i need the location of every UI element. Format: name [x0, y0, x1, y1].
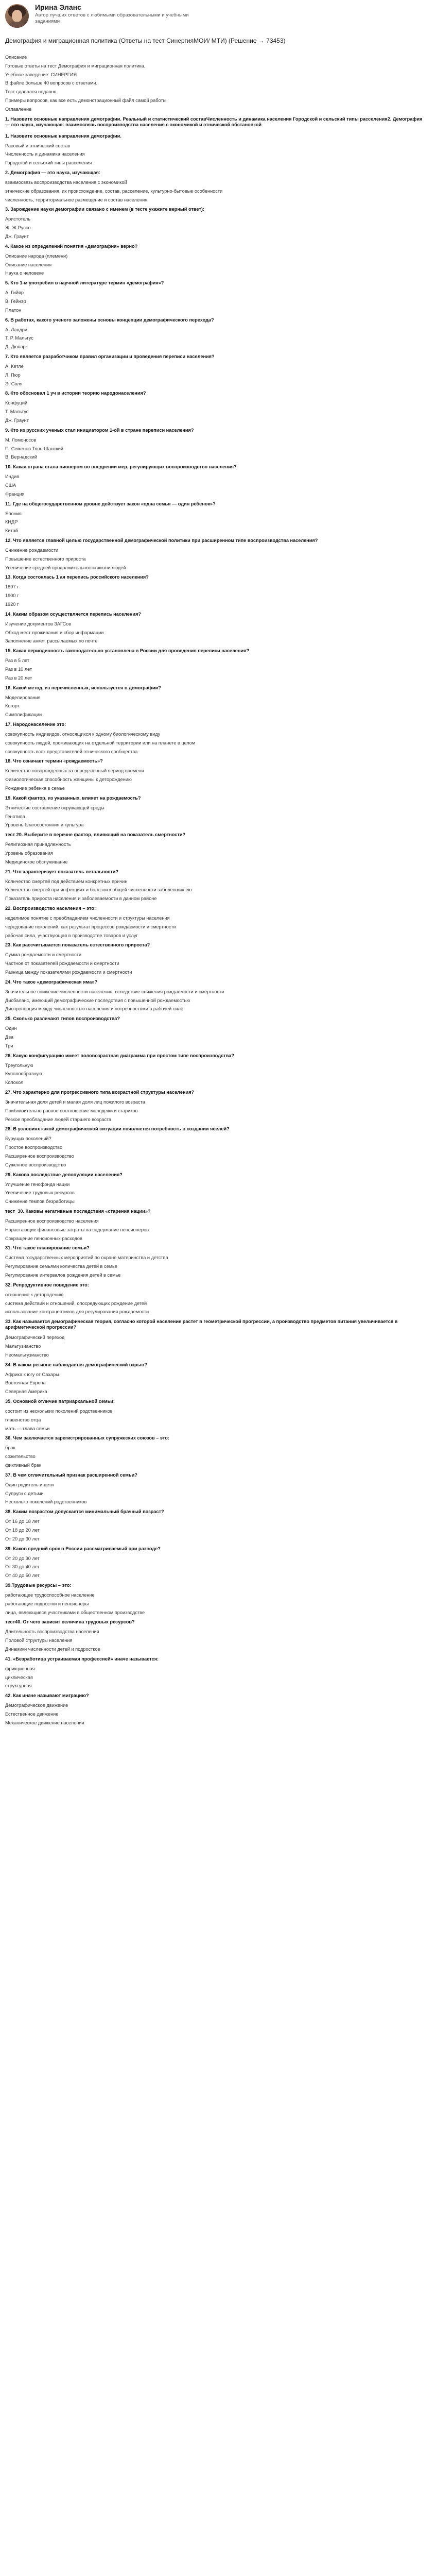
- document-title: Демография и миграционная политика (Ответы на тест СинергияМОИ/ МТИ) (Решение → 73453): [5, 37, 286, 44]
- answer-option: Уровень благосостояния и культура: [5, 822, 84, 828]
- question-text: 11. Где на общегосударственном уровне действует закон «одна семья — один ребенок»?: [5, 501, 216, 506]
- answer-option: 1920 г: [5, 602, 19, 607]
- answer-option: фрикционная: [5, 1666, 35, 1671]
- answer-option: мать — глава семьи: [5, 1426, 50, 1431]
- answer-option: Франция: [5, 491, 25, 497]
- answer-option: Супруги с детьми: [5, 1490, 44, 1496]
- answer-option: неделимое понятие с преобладанием численности и структуры населения: [5, 916, 170, 921]
- answer-option: Диспропорция между численностью населения и потребностями в рабочей силе: [5, 1006, 184, 1012]
- answer-option: рабочая сила, участвующая в производстве товаров и услуг: [5, 933, 138, 938]
- answer-option: Система государственных мероприятий по охране материнства и детства: [5, 1255, 168, 1261]
- question-text: 3. Зарождение науки демографии связано с именем (в тесте укажите верный ответ):: [5, 207, 204, 212]
- answer-option: В. Вернадский: [5, 454, 38, 460]
- answer-option: Неомальтузианство: [5, 1352, 49, 1358]
- answer-option: Д. Дюпарк: [5, 344, 28, 350]
- answer-option: Раз в 10 лет: [5, 667, 32, 672]
- answer-option: Улучшение генофонда нации: [5, 1181, 70, 1187]
- answer-option: Количество смертей под действием конкретных причин: [5, 878, 128, 884]
- question-text: 41. «Безработица устраиваемая профессией» иначе называется:: [5, 1656, 159, 1662]
- answer-option: Африка к югу от Сахары: [5, 1371, 59, 1377]
- author-description: Автор лучших ответов с любимыми образовательными и учебными заданиями: [35, 12, 189, 24]
- question-text: 6. В работах, какого ученого заложены основы концепции демографического перехода?: [5, 317, 214, 323]
- question-text: 5. Кто 1-м употребил в научной литературе термин «демография»?: [5, 280, 164, 286]
- answer-option: Конфуций: [5, 400, 28, 406]
- answer-option: Суженное воспроизводство: [5, 1162, 66, 1167]
- answer-option: Значительное снижение численности населения, вследствие снижения рождаемости и смертности: [5, 989, 224, 994]
- answer-option: Платон: [5, 307, 22, 313]
- question-text: 1. Назовите основные направления демографии. Реальный и статистический составЧисленность и динамика населения Городской и сельский типы расселения2. Демография — это наука, изучающая: взаимосвязь воспроизводства населения с экономикой и этнической обстановкой: [5, 116, 423, 127]
- answer-option: От 20 до 30 лет: [5, 1536, 40, 1541]
- author-name[interactable]: Ирина Эланс: [35, 3, 81, 11]
- question-text: 23. Как рассчитывается показатель естественного прироста?: [5, 942, 150, 948]
- answer-option: КНДР: [5, 519, 18, 525]
- answer-option: Описание народа (племени): [5, 253, 68, 259]
- answer-option: фиктивный брак: [5, 1463, 41, 1468]
- meta-line: Описание: [5, 55, 27, 60]
- answer-option: Демографическое движение: [5, 1703, 68, 1708]
- question-text: 39.Трудовые ресурсы – это:: [5, 1583, 72, 1588]
- answer-option: А. Ландри: [5, 327, 28, 332]
- question-text: 12. Что является главной целью государственной демографической политики при расширенном типе воспроизводства населения?: [5, 538, 318, 543]
- answer-option: США: [5, 483, 16, 488]
- answer-option: брак: [5, 1445, 15, 1451]
- answer-option: Количество смертей при инфекциях и болезни к общей численности заболевших ею: [5, 887, 192, 893]
- avatar-face-shape: [12, 10, 22, 22]
- answer-option: система действий и отношений, опосредующих рождение детей: [5, 1300, 147, 1306]
- answer-option: Повышение естественного прироста: [5, 556, 86, 562]
- question-text: 13. Когда состоялась 1 ая перепись российского населения?: [5, 574, 149, 580]
- question-text: 42. Как иначе называют миграцию?: [5, 1693, 89, 1699]
- author-avatar[interactable]: [5, 4, 29, 28]
- question-text: 24. Что такое «демографическая яма»?: [5, 979, 98, 985]
- answer-option: Колокол: [5, 1080, 24, 1086]
- answer-option: Расовый и этнический состав: [5, 143, 71, 148]
- answer-option: От 18 до 20 лет: [5, 1528, 40, 1533]
- meta-line: В файле больше 40 вопросов с ответами.: [5, 80, 98, 86]
- answer-option: Дж. Граунт: [5, 234, 29, 239]
- answer-option: М. Ломоносов: [5, 437, 37, 443]
- question-text: 7. Кто является разработчиком правил организации и проведения переписи населения?: [5, 354, 215, 359]
- meta-line: Готовые ответы на тест Демография и миграционная политика.: [5, 63, 146, 69]
- answer-option: Половой структуры населения: [5, 1638, 73, 1643]
- answer-option: Описание населения: [5, 262, 52, 267]
- answer-option: Этнические составление окружающей среды: [5, 805, 104, 810]
- question-text: 14. Каким образом осуществляется перепись населения?: [5, 611, 141, 617]
- answer-option: Механическое движение населения: [5, 1720, 84, 1725]
- question-text: 37. В чем отличительный признак расширенной семьи?: [5, 1472, 137, 1478]
- question-text: 29. Какова последствие депопуляции населения?: [5, 1172, 123, 1177]
- answer-option: Генотипа: [5, 814, 25, 819]
- answer-option: Значительная доля детей и малая доля лиц пожилого возраста: [5, 1099, 145, 1105]
- answer-option: Рождение ребенка в семье: [5, 786, 65, 791]
- answer-option: От 20 до 30 лет: [5, 1555, 40, 1561]
- answer-option: Северная Америка: [5, 1389, 47, 1395]
- answer-option: Заполнение анкет, рассылаемых по почте: [5, 638, 98, 644]
- answer-option: А. Кетле: [5, 364, 24, 369]
- question-text: 10. Какая страна стала пионером во внедрении мер, регулирующих воспроизводство населения?: [5, 464, 237, 470]
- question-text: 22. Воспроизводство населения – это:: [5, 906, 96, 911]
- answer-option: Восточная Европа: [5, 1380, 46, 1386]
- answer-option: этнические образования, их происхождение, состав, расселение, культурно-бытовые особенности: [5, 188, 223, 194]
- answer-option: Изучение документов ЗАГСов: [5, 621, 72, 626]
- answer-option: Обход мест проживания и сбор информации: [5, 630, 104, 635]
- answer-option: Естественное движение: [5, 1711, 59, 1717]
- meta-line: Тест сдавался недавно: [5, 89, 57, 95]
- answer-option: Япония: [5, 511, 22, 516]
- question-text: 19. Какой фактор, из указанных, влияет на рождаемость?: [5, 795, 141, 801]
- answer-option: От 30 до 40 лет: [5, 1564, 40, 1570]
- answer-option: Резкое преобладание людей старшего возраста: [5, 1116, 112, 1122]
- answer-option: Медицинское обслуживание: [5, 859, 68, 865]
- answer-option: Треугольную: [5, 1062, 33, 1068]
- answer-option: Приблизительно равное соотношение молодежи и стариков: [5, 1108, 138, 1113]
- answer-option: главенство отца: [5, 1417, 41, 1422]
- answer-option: Уровень образования: [5, 851, 53, 856]
- question-text: 4. Какое из определений понятия «демография» верно?: [5, 243, 138, 249]
- answer-option: работающее трудоспособное население: [5, 1592, 95, 1598]
- question-text: 16. Какой метод, из перечисленных, используется в демографии?: [5, 685, 161, 690]
- answer-option: Регулирование семьями количества детей в семье: [5, 1264, 117, 1269]
- answer-option: совокупность индивидов, относящихся к одному биологическому виду: [5, 732, 161, 737]
- question-text: тест 20. Выберите в перечне фактор, влияющий на показатель смертности?: [5, 832, 186, 838]
- question-text: 8. Кто обосновал 1 уч в истории теорию народонаселения?: [5, 391, 146, 396]
- answer-option: Аристотель: [5, 216, 31, 222]
- answer-option: Снижение рождаемости: [5, 548, 59, 553]
- question-text: 25. Сколько различают типов воспроизводства?: [5, 1016, 120, 1022]
- answer-option: Расширенное воспроизводство: [5, 1154, 74, 1159]
- answer-option: П. Семенов Тянь-Шанский: [5, 446, 63, 451]
- answer-option: использование контрацептивов для регулирования рождаемости: [5, 1309, 149, 1315]
- question-text: 34. В каком регионе наблюдается демографический взрыв?: [5, 1362, 147, 1367]
- answer-option: Городской и сельский типы расселения: [5, 160, 92, 166]
- question-text: 2. Демография — это наука, изучающая:: [5, 170, 100, 175]
- answer-option: Когорт: [5, 703, 20, 709]
- answer-option: Китай: [5, 528, 18, 534]
- answer-option: От 40 до 50 лет: [5, 1573, 40, 1579]
- answer-option: структурная: [5, 1683, 32, 1689]
- answer-option: циклическая: [5, 1674, 33, 1680]
- answer-option: Э. Соля: [5, 381, 23, 386]
- answer-option: Численность и динамика населения: [5, 151, 85, 157]
- answer-option: Л. Пюр: [5, 372, 21, 378]
- answer-option: Бурущих поколений?: [5, 1136, 51, 1142]
- question-text: 38. Каким возрастом допускается минимальный брачный возраст?: [5, 1509, 164, 1515]
- answer-option: Разница между показателями рождаемости и смертности: [5, 970, 132, 975]
- answer-option: Один: [5, 1026, 17, 1031]
- answer-option: совокупность людей, проживающих на отдельной территории или на планете в целом: [5, 740, 196, 745]
- answer-option: Куполообразную: [5, 1071, 42, 1077]
- question-text: 1. Назовите основные направления демографии.: [5, 133, 121, 139]
- answer-option: Несколько поколений родственников: [5, 1499, 87, 1505]
- answer-option: взаимосвязь воспроизводства населения с экономикой: [5, 180, 127, 185]
- question-text: 33. Как называется демографическая теория, согласно которой население растет в геометрической прогрессии, а производство предметов питания увеличивается в арифметической прогрессии?: [5, 1319, 398, 1330]
- answer-option: состоит из нескольких поколений родственников: [5, 1409, 113, 1414]
- answer-option: Длительность воспроизводства населения: [5, 1629, 99, 1635]
- answer-option: Дж. Граунт: [5, 418, 29, 423]
- answer-option: Нарастающие финансовые затраты на содержание пенсионеров: [5, 1227, 149, 1232]
- answer-option: совокупность всех представителей этнического сообщества: [5, 749, 138, 754]
- answer-option: работающие подростки и пенсионеры: [5, 1601, 89, 1606]
- answer-option: А. Гийяр: [5, 290, 24, 296]
- answer-option: Расширенное воспроизводство населения: [5, 1218, 99, 1224]
- answer-option: Наука о человеке: [5, 270, 44, 276]
- meta-line: Учебное заведение: СИНЕРГИЯ.: [5, 72, 78, 77]
- answer-option: Моделирования: [5, 694, 41, 700]
- answer-option: Простое воспроизводство: [5, 1145, 63, 1150]
- question-text: 35. Основной отличие патриархальной семьи:: [5, 1399, 115, 1404]
- answer-option: Снижение темпов безработицы: [5, 1199, 75, 1205]
- answer-option: В. Гейнэр: [5, 299, 26, 304]
- answer-option: Физиологическая способность женщины к деторождению: [5, 777, 132, 783]
- question-text: 9. Кто из русских ученых стал инициатором 1-ой в стране переписи населения?: [5, 427, 194, 433]
- answer-option: чередование поколений, как результат процессов рождаемости и смертности: [5, 924, 176, 929]
- answer-option: Религиозная принадлежность: [5, 842, 71, 848]
- answer-option: Увеличение средней продолжительности жизни людей: [5, 565, 126, 570]
- answer-option: Сумма рождаемости и смертности: [5, 952, 82, 958]
- answer-option: Индия: [5, 474, 20, 480]
- answer-option: Дисбаланс, имеющий демографические последствия с повышенной рождаемостью: [5, 997, 190, 1003]
- answer-option: 1900 г: [5, 593, 19, 599]
- question-text: 36. Чем заключается зарегистрированных супружеских союзов – это:: [5, 1435, 169, 1441]
- answer-option: лица, являющиеся участниками в общественном производстве: [5, 1609, 145, 1615]
- author-header: [0, 0, 436, 34]
- answer-option: Динамики численности детей и подростков: [5, 1647, 100, 1652]
- avatar-body-shape: [8, 22, 26, 28]
- answer-option: Увеличение трудовых ресурсов: [5, 1190, 75, 1196]
- answer-option: Раз в 20 лет: [5, 675, 32, 681]
- answer-option: сожительство: [5, 1454, 36, 1460]
- answer-option: Демографический переход: [5, 1335, 65, 1341]
- meta-line: Примеры вопросов, как все есть демонстрационный файл самой работы: [5, 98, 167, 103]
- answer-option: Ж. Ж.Руссо: [5, 225, 31, 231]
- question-text: 15. Какая периодичность законодательно установлена в России для проведения переписи населения?: [5, 648, 250, 654]
- answer-option: Количество новорожденных за определенный период времени: [5, 768, 144, 774]
- answer-option: 1897 г: [5, 584, 19, 590]
- question-text: 18. Что означает термин «рождаемость»?: [5, 758, 103, 764]
- question-text: 26. Какую конфигурацию имеет половозрастная диаграмма при простом типе воспроизводства?: [5, 1053, 234, 1058]
- question-text: 39. Каков средний срок в России рассматриваемый при разводе?: [5, 1546, 161, 1551]
- answer-option: Симплификации: [5, 712, 42, 718]
- answer-option: Один родитель и дети: [5, 1482, 54, 1487]
- question-text: 21. Что характеризует показатель летальности?: [5, 869, 118, 874]
- answer-option: численность, территориальное размещение и состав населения: [5, 197, 148, 202]
- answer-option: Сокращение пенсионных расходов: [5, 1235, 82, 1241]
- question-text: 28. В условиях какой демографической ситуации появляется потребность в создании яселей?: [5, 1126, 230, 1132]
- question-text: 17. Народонаселение это:: [5, 722, 66, 727]
- answer-option: Т. Мальтус: [5, 409, 29, 415]
- meta-line: Оглавление: [5, 106, 32, 112]
- answer-option: Мальтузианство: [5, 1344, 41, 1349]
- answer-option: Три: [5, 1043, 13, 1048]
- answer-option: отношение к детородению: [5, 1292, 64, 1297]
- answer-option: Два: [5, 1035, 14, 1040]
- question-text: 27. Что характерно для прогрессивного типа возрастной структуры населения?: [5, 1090, 195, 1095]
- answer-option: Показатель прироста населения и заболеваемости в данном районе: [5, 896, 157, 902]
- answer-option: Раз в 5 лет: [5, 658, 30, 664]
- answer-option: Частное от показателей рождаемости и смертности: [5, 961, 119, 967]
- answer-option: От 16 до 18 лет: [5, 1519, 40, 1524]
- question-text: 31. Что такое планирование семьи?: [5, 1245, 90, 1251]
- question-text: 32. Репродуктивное поведение это:: [5, 1282, 89, 1287]
- answer-option: Т. Р. Мальтус: [5, 335, 33, 341]
- question-text: тест40. От чего зависит величина трудовых ресурсов?: [5, 1619, 135, 1625]
- answer-option: Регулирование интервалов рождения детей в семье: [5, 1273, 121, 1278]
- question-text: тест_30. Каковы негативные последствия «старения нации»?: [5, 1209, 151, 1214]
